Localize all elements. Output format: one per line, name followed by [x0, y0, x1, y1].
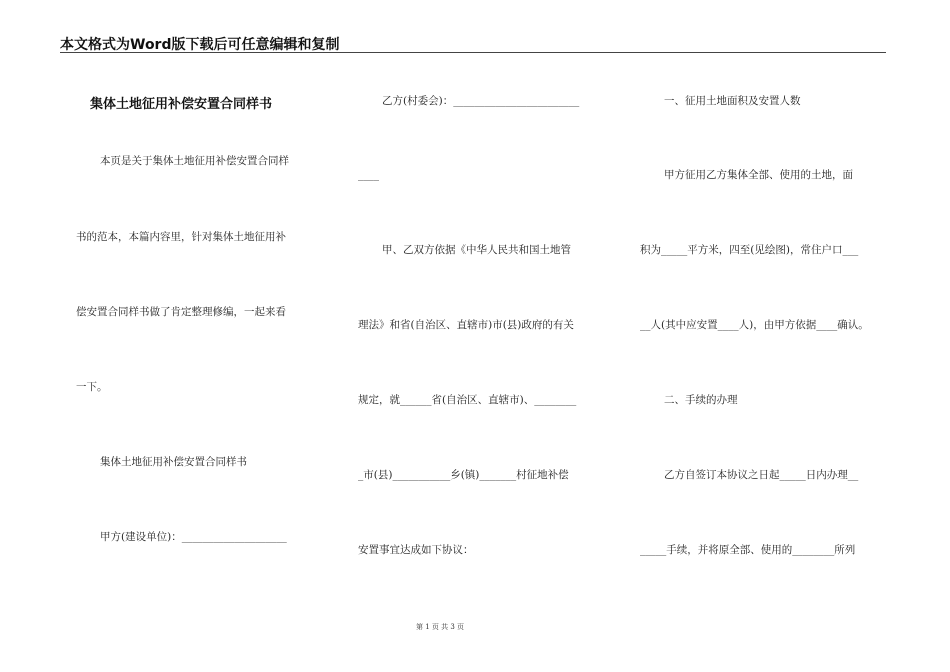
- column1-line: 集体土地征用补偿安置合同样书: [100, 456, 247, 468]
- column3-line: 甲方征用乙方集体全部、使用的土地，面: [664, 169, 853, 181]
- column1-line: 甲方(建设单位)：____________________: [100, 531, 287, 543]
- column3-line: 乙方自签订本协议之日起_____日内办理__: [664, 469, 859, 481]
- column2-line: 安置事宜达成如下协议：: [358, 544, 474, 556]
- column3-line: 积为_____平方米，四至(见绘图)，常住户口___: [640, 244, 859, 256]
- page-number: 第 1 页 共 3 页: [415, 623, 465, 631]
- column2-line: 乙方(村委会)：________________________: [382, 95, 580, 107]
- column2-line: 规定，就______省(自治区、直辖市)、________: [358, 394, 577, 406]
- column3-line: 一、征用土地面积及安置人数: [664, 95, 801, 107]
- document-title: 集体土地征用补偿安置合同样书: [90, 97, 273, 112]
- column1-line: 一下。: [76, 381, 108, 393]
- column3-line: _____手续，并将原全部、使用的________所列: [640, 544, 856, 556]
- header-divider: [60, 52, 886, 53]
- column1-line: 偿安置合同样书做了肯定整理修编，一起来看: [76, 306, 286, 318]
- document-header-title: 本文格式为Word版下载后可任意编辑和复制: [60, 37, 340, 53]
- column2-line: _市(县)___________乡(镇)_______村征地补偿: [358, 469, 569, 481]
- column3-line: __人(其中应安置____人)，由甲方依据____确认。: [640, 319, 869, 331]
- column1-line: 本页是关于集体土地征用补偿安置合同样: [100, 155, 289, 167]
- column2-line: 理法》和省(自治区、直辖市)市(县)政府的有关: [358, 319, 574, 331]
- column3-line: 二、手续的办理: [664, 394, 738, 406]
- column2-line: ____: [358, 169, 379, 181]
- column2-line: 甲、乙双方依据《中华人民共和国土地管: [382, 244, 571, 256]
- column1-line: 书的范本，本篇内容里，针对集体土地征用补: [76, 231, 286, 243]
